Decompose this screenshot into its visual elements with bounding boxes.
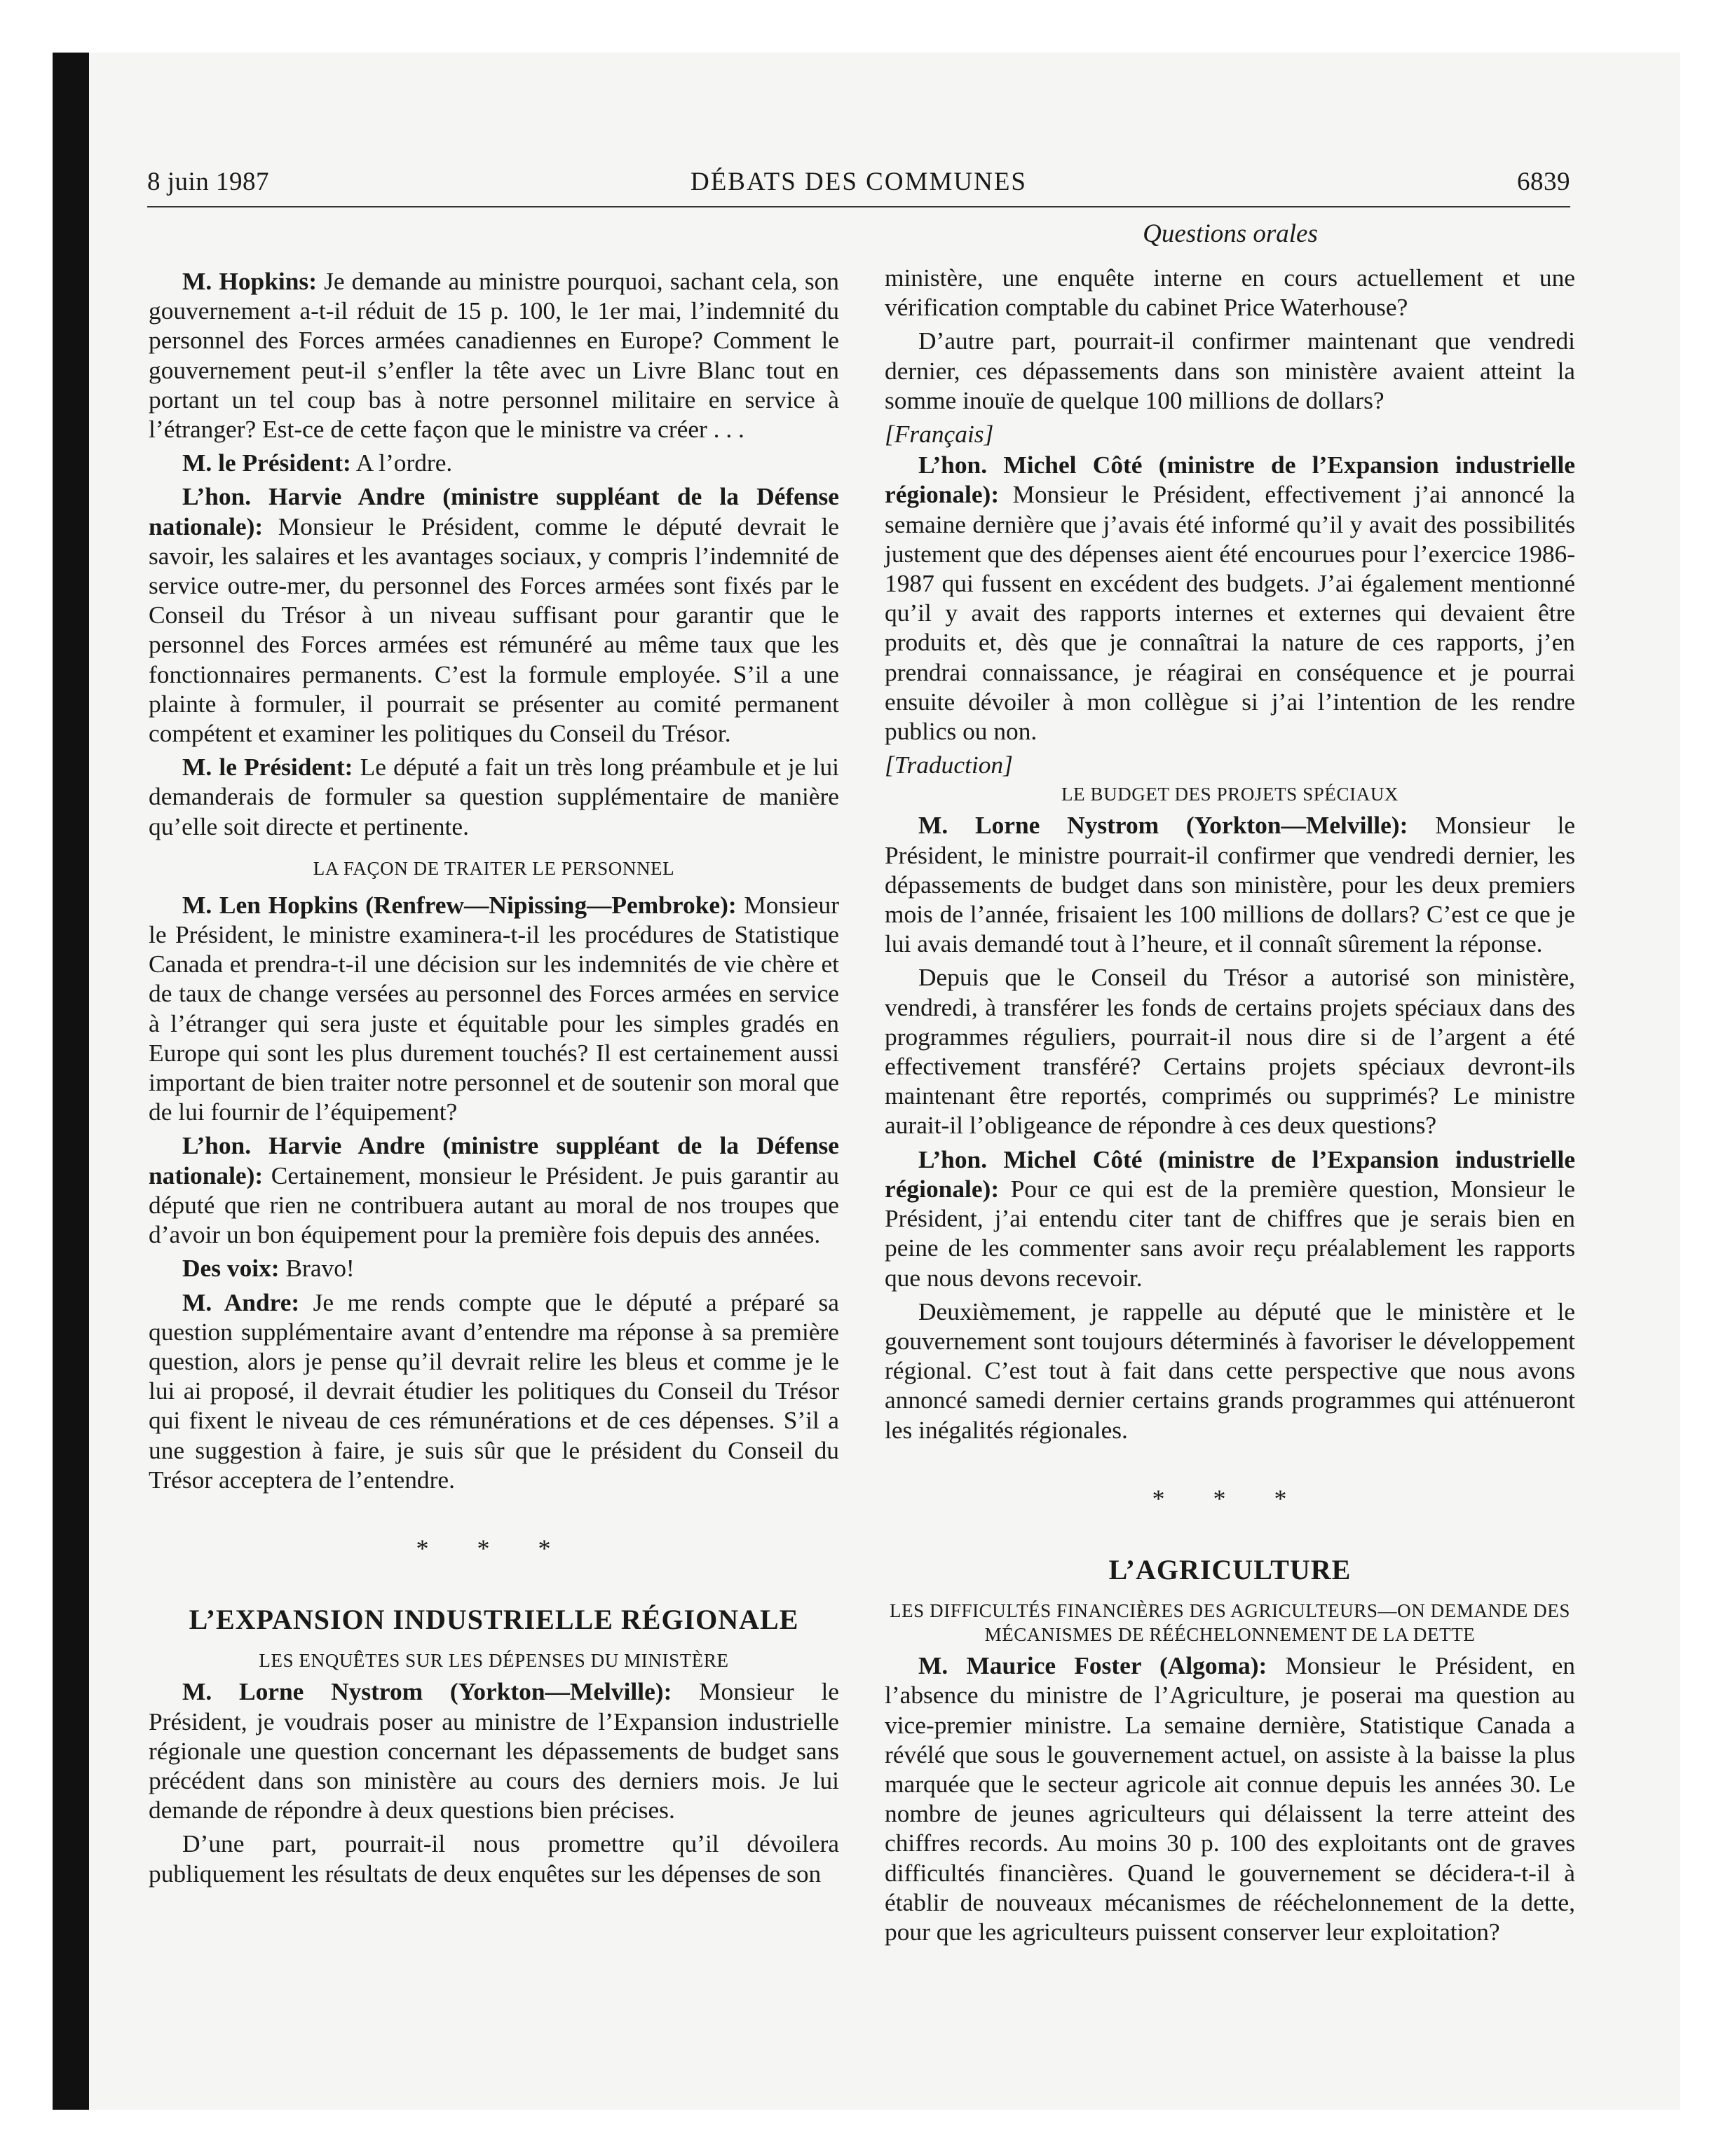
speech: Je me rends compte que le député a préparé sa question supplémentaire avant d’entendre ma réponse à sa première question, alors je pense qu’il devrait relire les bleus et comme je le lui ai proposé, il devrait étudier les politiques du Conseil du Trésor qui fixent le niveau de ces rémunérations et de ces dépenses. S’il a une suggestion à faire, je suis sûr que le président du Conseil du Trésor acceptera de l’entendre. (149, 1288, 839, 1494)
speaker: M. le Président: (182, 753, 353, 782)
paragraph (149, 1131, 839, 1249)
speech: Monsieur le Président, je voudrais poser au ministre de l’Expansion industrielle régionale une question concernant les dépassements de budget sans précédent dans son ministère au cours des derniers mois. Je lui demande de répondre à deux questions bien précises. (149, 1677, 839, 1824)
paragraph (149, 1677, 839, 1824)
speech: Deuxièmement, je rappelle au député que le ministère et le gouvernement sont toujours déterminés à favoriser le développement régional. C’est tout à fait dans cette perspective que nous avons annoncé samedi dernier certains grands programmes qui atténueront les inégalités régionales. (885, 1297, 1575, 1444)
speaker: L’hon. Michel Côté (ministre de l’Expansion industrielle régionale): (885, 451, 1575, 509)
speech: Monsieur le Président, comme le député devrait le savoir, les salaires et les avantages sociaux, y compris l’indemnité de service outre-mer, du personnel des Forces armées sont fixés par le Conseil du Trésor à un niveau suffisant pour garantir que le personnel des Forces armées est rémunéré au même taux que les fonctionnaires permanents. C’est la formule employée. S’il a une plainte à formuler, il pourrait se présenter au comité permanent compétent et examiner les politiques du Conseil du Trésor. (149, 512, 839, 748)
section-heading: L’EXPANSION INDUSTRIELLE RÉGIONALE (189, 1604, 799, 1636)
paragraph (149, 266, 839, 444)
speaker: L’hon. Michel Côté (ministre de l’Expansion industrielle régionale): (885, 1145, 1575, 1203)
section-title: Questions orales (1143, 219, 1318, 248)
speaker: M. Andre: (182, 1288, 300, 1316)
speech: D’une part, pourrait-il nous promettre qu’il dévoilera publiquement les résultats de deux enquêtes sur les dépenses de son (149, 1829, 839, 1888)
speaker: M. Lorne Nystrom (Yorkton—Melville): (918, 811, 1408, 840)
speaker: M. Maurice Foster (Algoma): (918, 1651, 1267, 1680)
page-header (147, 167, 1570, 207)
language-marker: [Traduction] (885, 751, 1013, 779)
section-heading: L’AGRICULTURE (1108, 1553, 1352, 1585)
section-separator: * * * (1152, 1484, 1308, 1513)
speech: Depuis que le Conseil du Trésor a autorisé son ministère, vendredi, à transférer les fonds de certains projets spéciaux dans des programmes réguliers, pourrait-il nous dire si de l’argent a été effectivement transféré? Certains projets spéciaux devront-ils maintenant être reportés, comprimés ou supprimés? Le ministre aurait-il l’obligeance de répondre à ces deux questions? (885, 963, 1575, 1140)
speech: Bravo! (279, 1254, 355, 1283)
speaker: L’hon. Harvie Andre (ministre suppléant de la Défense nationale): (149, 1131, 839, 1189)
paragraph (885, 450, 1575, 746)
speech: Le député a fait un très long préambule et je lui demanderais de formuler sa question supplémentaire de manière qu’elle soit directe et pertinente. (149, 753, 839, 840)
subheading: LE BUDGET DES PROJETS SPÉCIAUX (1061, 784, 1399, 805)
speech: A l’ordre. (351, 449, 453, 477)
paragraph (885, 1297, 1575, 1445)
speech: ministère, une enquête interne en cours actuellement et une vérification comptable du cabinet Price Waterhouse? (885, 264, 1575, 322)
speech: D’autre part, pourrait-il confirmer maintenant que vendredi dernier, ces dépassements dans son ministère avaient atteint la somme inouïe de quelque 100 millions de dollars? (885, 327, 1575, 414)
subheading: LES ENQUÊTES SUR LES DÉPENSES DU MINISTÈRE (259, 1650, 729, 1672)
speaker: Des voix: (182, 1254, 280, 1283)
paragraph (885, 962, 1575, 1140)
speaker: M. Hopkins: (182, 267, 317, 295)
language-marker: [Français] (885, 420, 994, 449)
speech: Monsieur le Président, le ministre examinera-t-il les procédures de Statistique Canada et prendra-t-il une décision sur les indemnités de vie chère et de taux de change versées au personnel des Forces armées en service à l’étranger qui sera juste et équitable pour les simples gradés en Europe qui sont les plus durement touchés? Il est certainement aussi important de bien traiter notre personnel et de soutenir son moral que de lui fournir de l’équipement? (149, 890, 839, 1126)
subheading: LA FAÇON DE TRAITER LE PERSONNEL (313, 857, 675, 879)
speaker: M. Lorne Nystrom (Yorkton—Melville): (182, 1677, 672, 1706)
subheading: LES DIFFICULTÉS FINANCIÈRES DES AGRICULTEURS—ON DEMANDE DES MÉCANISMES DE RÉÉCHELONNEMENT DE LA DETTE (890, 1600, 1570, 1646)
right-column (885, 263, 1575, 1951)
paragraph (885, 326, 1575, 415)
left-column (149, 266, 839, 1892)
speech: Monsieur le Président, en l’absence du ministre de l’Agriculture, je poserai ma question au vice-premier ministre. La semaine dernière, Statistique Canada a révélé que sous le gouvernement actuel, on assiste à la baisse la plus marquée que le secteur agricole ait connue depuis les années 30. Le nombre de jeunes agriculteurs qui délaissent la terre atteint des chiffres records. Au moins 30 p. 100 des exploitants ont de graves difficultés financières. Quand le gouvernement se décidera-t-il à établir de nouveaux mécanismes de rééchelonnement de la dette, pour que les agriculteurs puissent conserver leur exploitation? (885, 1651, 1575, 1946)
paragraph (149, 1288, 839, 1494)
header-date: 8 juin 1987 (147, 168, 270, 196)
paragraph (885, 810, 1575, 958)
speech: Monsieur le Président, le ministre pourrait-il confirmer que vendredi dernier, les dépassements de budget dans son ministère, pour les deux premiers mois de l’année, frisaient les 100 millions de dollars? C’est ce que je lui avais demandé tout à l’heure, et il connaît sûrement la réponse. (885, 811, 1575, 958)
header-title: DÉBATS DES COMMUNES (690, 168, 1027, 196)
header-page-number: 6839 (1517, 168, 1570, 196)
speech: Certainement, monsieur le Président. Je puis garantir au député que rien ne contribuera autant au moral de nos troupes que d’avoir un bon équipement pour la première fois depuis des années. (149, 1161, 839, 1249)
paragraph (885, 1145, 1575, 1292)
speech: Je demande au ministre pourquoi, sachant cela, son gouvernement a-t-il réduit de 15 p. 100, le 1er mai, l’indemnité du personnel des Forces armées canadiennes en Europe? Comment le gouvernement peut-il s’enfler la tête avec un Livre Blanc tout en portant un tel coup bas à notre personnel militaire en service à l’étranger? Est-ce de cette façon que le ministre va créer . . . (149, 267, 839, 444)
paragraph (149, 1253, 839, 1283)
paragraph (149, 482, 839, 748)
speaker: L’hon. Harvie Andre (ministre suppléant de la Défense nationale): (149, 482, 839, 540)
section-separator: * * * (416, 1534, 572, 1562)
paragraph (885, 263, 1575, 322)
paragraph (149, 752, 839, 841)
speaker: M. Len Hopkins (Renfrew—Nipissing—Pembroke): (182, 890, 737, 919)
speech: Pour ce qui est de la première question, Monsieur le Président, j’ai entendu citer tant de chiffres que je serais bien en peine de les commenter sans avoir reçu préalablement les rapports que nous devons recevoir. (885, 1174, 1575, 1292)
speech: Monsieur le Président, effectivement j’ai annoncé la semaine dernière que j’avais été informé qu’il y avait des possibilités justement que des dépenses aient été encourues pour l’exercice 1986-1987 qui fussent en excédent des budgets. J’ai également mentionné qu’il y avait des rapports internes et externes qui devaient être produits et, dès que je connaîtrai la nature de ces rapports, j’en prendrai connaissance, je réagirai en conséquence et je pourrai ensuite dévoiler à mon collègue si j’ai l’intention de les rendre publics ou non. (885, 480, 1575, 746)
paragraph (149, 890, 839, 1127)
speaker: M. le Président: (182, 449, 351, 477)
paragraph (149, 448, 839, 477)
paragraph (885, 1651, 1575, 1946)
paragraph (149, 1829, 839, 1888)
scan-edge (53, 53, 89, 2110)
